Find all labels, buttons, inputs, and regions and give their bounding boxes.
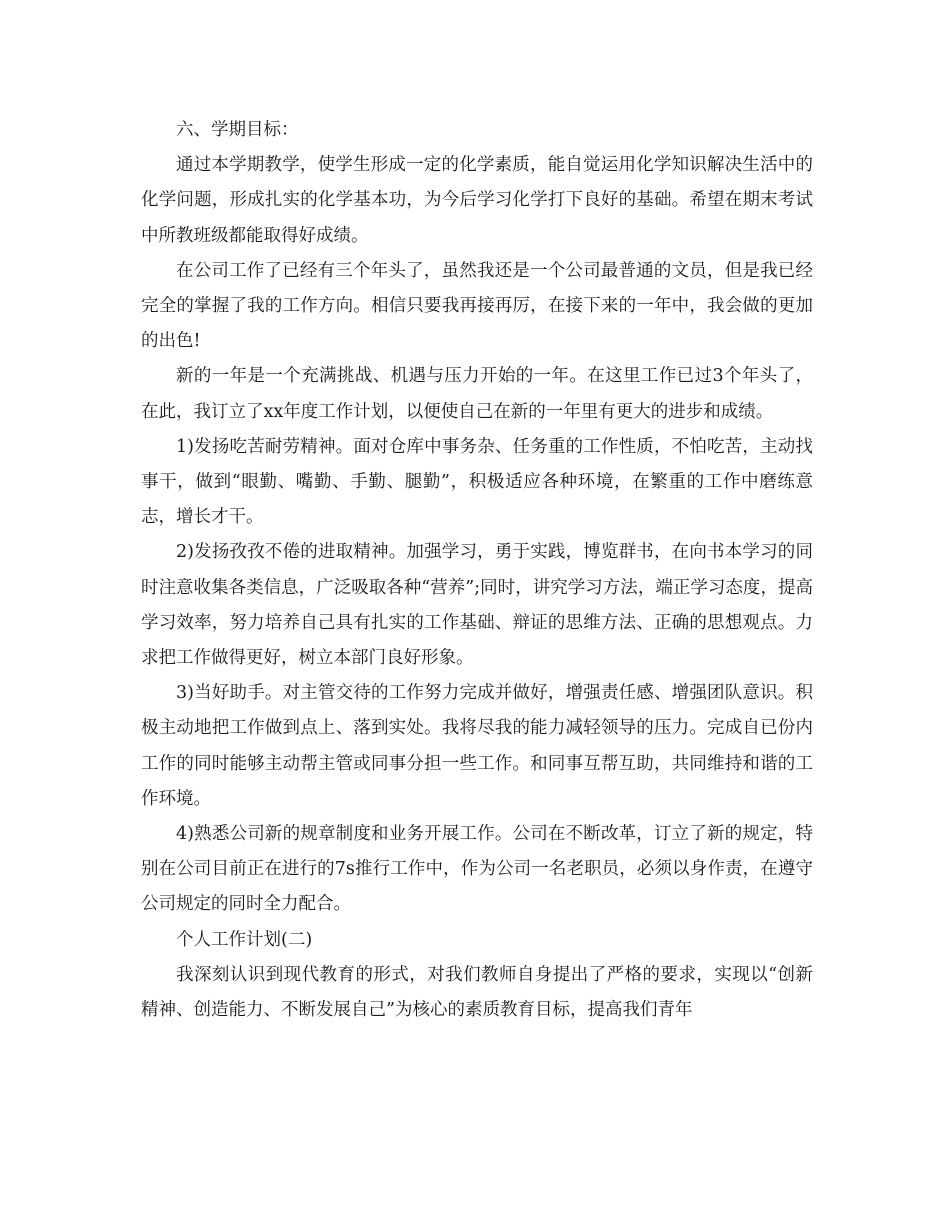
paragraph-semester-goals: 通过本学期教学，使学生形成一定的化学素质，能自觉运用化学知识解决生活中的化学问题，形成扎实的化学基本功，为今后学习化学打下良好的基础。希望在期末考试中所教班级都能取得好成绩。	[141, 155, 813, 246]
section-heading-work-plan-two: 个人工作计划(二)	[176, 929, 313, 950]
paragraph-modern-education: 我深刻认识到现代教育的形式，对我们教师自身提出了严格的要求，实现以“创新精神、创造能力、不断发展自己”为核心的素质教育目标，提高我们青年	[141, 964, 813, 1021]
list-item-regulations: 4)熟悉公司新的规章制度和业务开展工作。公司在不断改革，订立了新的规定，特别在公司目前正在进行的7s推行工作中，作为公司一名老职员，必须以身作责，在遵守公司规定的同时全力配合。	[141, 824, 813, 915]
list-item-assistant: 3)当好助手。对主管交待的工作努力完成并做好，增强责任感、增强团队意识。积极主动地把工作做到点上、落到实处。我将尽我的能力减轻领导的压力。完成自已份内工作的同时能够主动帮主管或同事分担一些工作。和同事互帮互助，共同维持和谐的工作环境。	[141, 683, 813, 809]
paragraph-new-year-plan: 新的一年是一个充满挑战、机遇与压力开始的一年。在这里工作已过3个年头了，在此，我订立了xx年度工作计划，以便使自己在新的一年里有更大的进步和成绩。	[141, 366, 813, 422]
document-body	[141, 113, 813, 1028]
paragraph-company-years: 在公司工作了已经有三个年头了，虽然我还是一个公司最普通的文员，但是我已经完全的掌握了我的工作方向。相信只要我再接再厉，在接下来的一年中，我会做的更加的出色!	[141, 260, 813, 352]
list-item-learning: 2)发扬孜孜不倦的进取精神。加强学习，勇于实践，博览群书，在向书本学习的同时注意收集各类信息，广泛吸取各种“营养”;同时，讲究学习方法，端正学习态度，提高学习效率，努力培养自己具有扎实的工作基础、辩证的思维方法、正确的思想观点。力求把工作做得更好，树立本部门良好形象。	[141, 542, 813, 669]
section-heading-semester-goals: 六、学期目标：	[176, 120, 299, 140]
list-item-hard-work: 1)发扬吃苦耐劳精神。面对仓库中事务杂、任务重的工作性质，不怕吃苦，主动找事干，做到“眼勤、嘴勤、手勤、腿勤”，积极适应各种环境，在繁重的工作中磨练意志，增长才干。	[141, 436, 813, 528]
